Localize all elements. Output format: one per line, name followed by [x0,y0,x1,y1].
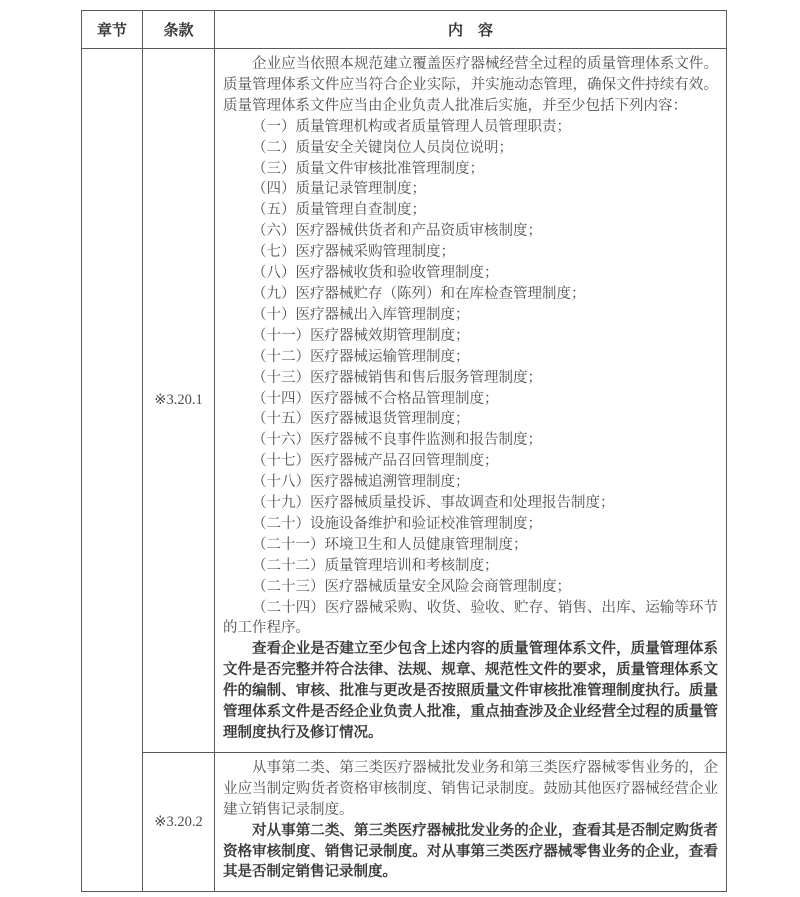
list-item: （二十）设施设备维护和验证校准管理制度； [252,515,542,532]
table-row-3-20-2 [82,752,727,891]
list-item: （十二）医疗器械运输管理制度； [252,348,470,365]
list-item: （十九）医疗器械质量投诉、事故调查和处理报告制度； [252,495,615,512]
list-item: （十八）医疗器械追溯管理制度； [252,474,470,491]
check-paragraph: 查看企业是否建立至少包含上述内容的质量管理体系文件，质量管理体系文件是否完整并符合法律、法规、规章、规范性文件的要求，质量管理体系文件的编制、审核、批准与更改是否按照质量文件审核批准管理制度执行。质量管理体系文件是否经企业负责人批准，重点抽查涉及企业经营全过程的质量管理制度执行及修订情况。 [223,641,718,741]
header-chapter: 章节 [82,11,143,49]
list-item: （六）医疗器械供货者和产品资质审核制度； [252,223,542,240]
check-paragraph: 对从事第二类、第三类医疗器械批发业务的企业，查看其是否制定购货者资格审核制度、销售记录制度。对从事第三类医疗器械零售业务的企业，查看其是否制定销售记录制度。 [223,822,718,881]
list-item: （一）质量管理机构或者质量管理人员管理职责； [252,118,571,135]
header-content: 内 容 [215,11,727,49]
list-item: （九）医疗器械贮存（陈列）和在库检查管理制度； [252,285,586,302]
clause-cell-3-20-2: ※3.20.2 [143,752,215,891]
list-item: （十五）医疗器械退货管理制度； [252,411,470,428]
list-item: （十）医疗器械出入库管理制度； [252,306,470,323]
header-clause: 条款 [143,11,215,49]
list-item: （三）质量文件审核批准管理制度； [252,160,484,177]
intro-paragraph: 企业应当依照本规范建立覆盖医疗器械经营全过程的质量管理体系文件。质量管理体系文件应当符合企业实际，并实施动态管理，确保文件持续有效。质量管理体系文件应当由企业负责人批准后实施，并至少包括下列内容： [223,56,718,114]
list-item: （五）质量管理自查制度； [252,202,426,219]
list-item: （十六）医疗器械不良事件监测和报告制度； [252,432,542,449]
list-item: （七）医疗器械采购管理制度； [252,244,455,261]
list-item: （二十四）医疗器械采购、收货、验收、贮存、销售、出库、运输等环节的工作程序。 [223,599,718,637]
list-item: （十三）医疗器械销售和售后服务管理制度； [252,369,542,386]
list-item: （二十三）医疗器械质量安全风险会商管理制度； [252,578,571,595]
clause-cell-3-20-1: ※3.20.1 [143,49,215,753]
chapter-cell [82,49,143,892]
list-item: （八）医疗器械收货和验收管理制度； [252,265,499,282]
list-item: （二十一）环境卫生和人员健康管理制度； [252,536,528,553]
content-cell-3-20-1 [215,49,727,753]
table-row-3-20-1 [82,49,727,753]
table-header-row [82,11,727,49]
inspection-table [81,10,727,892]
list-item: （四）质量记录管理制度； [252,181,426,198]
list-item: （十一）医疗器械效期管理制度； [252,327,470,344]
list-item: （十七）医疗器械产品召回管理制度； [252,453,499,470]
intro-paragraph: 从事第二类、第三类医疗器械批发业务和第三类医疗器械零售业务的，企业应当制定购货者资格审核制度、销售记录制度。鼓励其他医疗器械经营企业建立销售记录制度。 [223,759,718,818]
list-item: （二）质量安全关键岗位人员岗位说明； [252,139,513,156]
content-cell-3-20-2 [215,752,727,891]
list-item: （二十二）质量管理培训和考核制度； [252,557,499,574]
list-item: （十四）医疗器械不合格品管理制度； [252,390,499,407]
